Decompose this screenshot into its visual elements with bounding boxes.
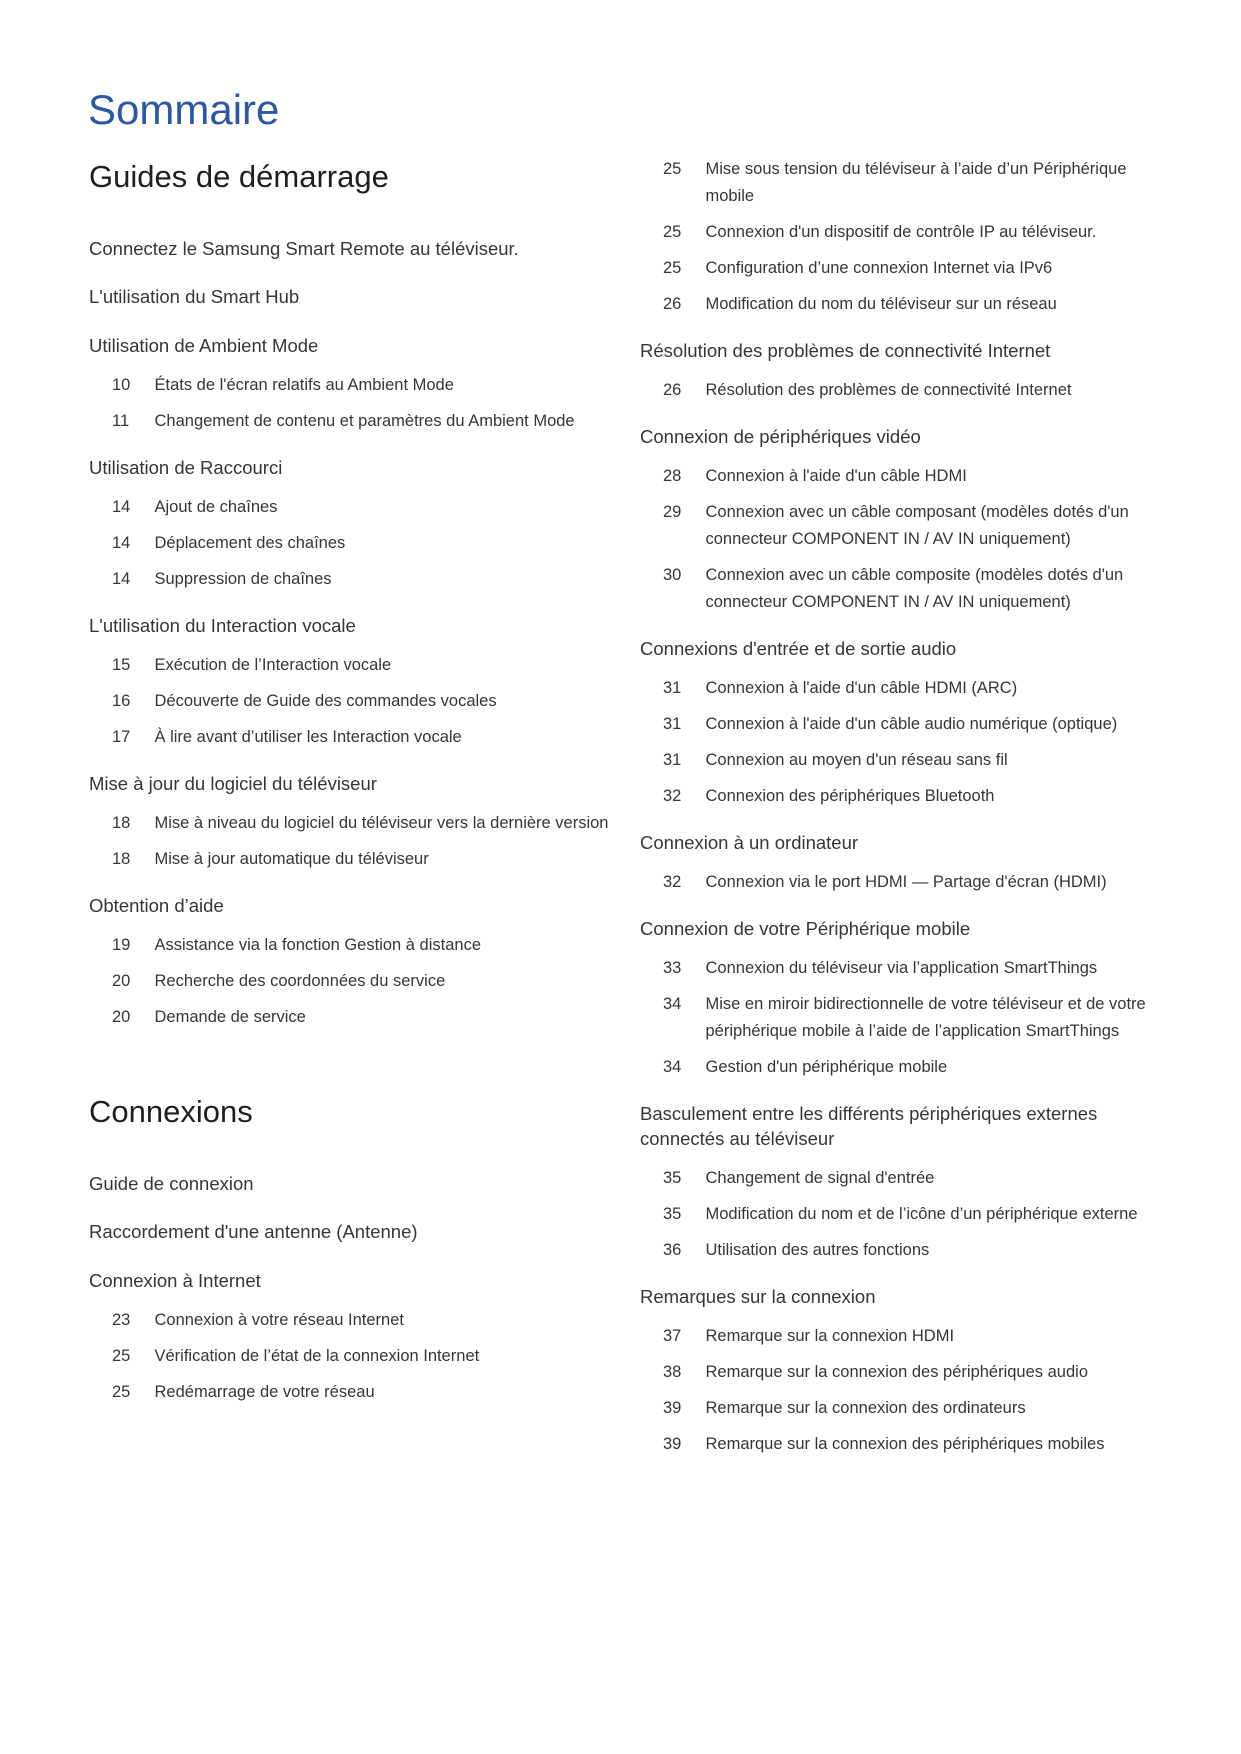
toc-entry-link[interactable] bbox=[89, 810, 629, 837]
page-number: 20 bbox=[112, 972, 131, 990]
toc-section bbox=[640, 1101, 1200, 1265]
toc-entry-link[interactable] bbox=[640, 156, 1200, 210]
page-number: 31 bbox=[663, 715, 682, 733]
section-heading-link[interactable]: Raccordement d'une antenne (Antenne) bbox=[89, 1221, 418, 1242]
page-number: 34 bbox=[663, 1058, 682, 1076]
page-number: 14 bbox=[112, 498, 131, 516]
section-heading-link[interactable]: Connexion de votre Périphérique mobile bbox=[640, 917, 971, 939]
toc-entry-link[interactable] bbox=[640, 291, 1200, 318]
page-number: 26 bbox=[663, 295, 682, 313]
entry-label: Connexion du téléviseur via l’application SmartThings bbox=[705, 959, 1098, 977]
toc-entry-link[interactable] bbox=[640, 1054, 1200, 1081]
toc-entry-link[interactable] bbox=[640, 747, 1200, 774]
toc-section bbox=[640, 424, 1200, 617]
toc-entry-link[interactable] bbox=[640, 783, 1200, 810]
toc-entry-link[interactable] bbox=[640, 711, 1200, 738]
entry-label: Remarque sur la connexion des périphériques audio bbox=[705, 1363, 1088, 1381]
entry-label: Connexion au moyen d'un réseau sans fil bbox=[705, 751, 1008, 769]
entry-label: Remarque sur la connexion HDMI bbox=[705, 1327, 955, 1345]
section-heading-link[interactable]: Connexion à un ordinateur bbox=[640, 831, 859, 853]
toc-entry-link[interactable] bbox=[89, 372, 629, 399]
toc-entry-link[interactable] bbox=[640, 1359, 1200, 1386]
page-number: 34 bbox=[663, 995, 682, 1013]
page-number: 14 bbox=[112, 570, 131, 588]
section-heading-link[interactable]: L'utilisation du Smart Hub bbox=[89, 286, 300, 307]
entry-label: Ajout de chaînes bbox=[154, 498, 278, 516]
entry-list bbox=[640, 955, 1200, 1081]
entry-label: Configuration d’une connexion Internet via IPv6 bbox=[705, 259, 1053, 277]
toc-entry-link[interactable] bbox=[89, 408, 629, 435]
toc-entry-link[interactable] bbox=[640, 1237, 1200, 1264]
section-heading-link[interactable]: Obtention d’aide bbox=[89, 894, 224, 916]
page-title: Sommaire bbox=[88, 86, 280, 133]
toc-entry-link[interactable] bbox=[89, 530, 629, 557]
toc-section bbox=[89, 455, 629, 594]
page-number: 18 bbox=[112, 850, 131, 868]
toc-section-continued bbox=[640, 156, 1200, 318]
entry-list bbox=[640, 1165, 1200, 1264]
entry-label: Demande de service bbox=[154, 1008, 306, 1026]
toc-section bbox=[89, 1268, 629, 1407]
page-number: 26 bbox=[663, 381, 682, 399]
entry-label: Mise en miroir bidirectionnelle de votre téléviseur et de votre périphérique mobile à l’aide de l’application SmartThings bbox=[705, 995, 1146, 1040]
entry-list bbox=[89, 372, 629, 435]
toc-entry-link[interactable] bbox=[89, 494, 629, 521]
entry-label: Vérification de l’état de la connexion Internet bbox=[154, 1347, 480, 1365]
section-heading-link[interactable]: L'utilisation du Interaction vocale bbox=[89, 614, 356, 636]
toc-section bbox=[640, 916, 1200, 1082]
toc-section bbox=[89, 333, 629, 436]
entry-label: Connexion d'un dispositif de contrôle IP au téléviseur. bbox=[705, 223, 1097, 241]
section-heading-link[interactable]: Connexion de périphériques vidéo bbox=[640, 425, 921, 447]
entry-label: Connexion via le port HDMI — Partage d'écran (HDMI) bbox=[705, 873, 1107, 891]
toc-entry-link[interactable] bbox=[640, 1201, 1200, 1228]
page-number: 25 bbox=[663, 259, 682, 277]
entry-label: Mise à niveau du logiciel du téléviseur vers la dernière version bbox=[154, 814, 609, 832]
toc-entry-link[interactable] bbox=[89, 1379, 629, 1406]
toc-entry-link[interactable] bbox=[640, 1395, 1200, 1422]
page-number: 25 bbox=[112, 1347, 131, 1365]
entry-list bbox=[640, 1323, 1200, 1458]
toc-entry-link[interactable] bbox=[89, 1343, 629, 1370]
toc-entry-link[interactable] bbox=[640, 255, 1200, 282]
page-number: 32 bbox=[663, 787, 682, 805]
toc-entry-link[interactable] bbox=[640, 991, 1200, 1045]
page-number: 25 bbox=[663, 160, 682, 178]
toc-entry-link[interactable] bbox=[89, 724, 629, 751]
entry-label: Connexion à l'aide d'un câble HDMI (ARC) bbox=[705, 679, 1018, 697]
section-heading-link[interactable]: Connexions d'entrée et de sortie audio bbox=[640, 637, 957, 659]
entry-label: Résolution des problèmes de connectivité Internet bbox=[705, 381, 1072, 399]
toc-section bbox=[89, 1219, 629, 1248]
toc-entry-link[interactable] bbox=[640, 1323, 1200, 1350]
entry-label: Exécution de l’Interaction vocale bbox=[154, 656, 392, 674]
toc-section bbox=[640, 830, 1200, 897]
entry-label: Connexion à l'aide d'un câble audio numérique (optique) bbox=[705, 715, 1118, 733]
toc-entry-link[interactable] bbox=[640, 869, 1200, 896]
entry-list bbox=[89, 1307, 629, 1406]
toc-entry-link[interactable] bbox=[640, 675, 1200, 702]
toc-section bbox=[640, 338, 1200, 405]
page-number: 31 bbox=[663, 679, 682, 697]
page-number: 23 bbox=[112, 1311, 131, 1329]
toc-entry-link[interactable] bbox=[640, 499, 1200, 553]
section-heading-link[interactable]: Remarques sur la connexion bbox=[640, 1285, 876, 1307]
toc-entry-link[interactable] bbox=[640, 463, 1200, 490]
entry-label: Déplacement des chaînes bbox=[154, 534, 346, 552]
entry-list bbox=[640, 377, 1200, 404]
entry-label: Changement de signal d'entrée bbox=[705, 1169, 935, 1187]
page-number: 14 bbox=[112, 534, 131, 552]
entry-label: Connexion à l'aide d'un câble HDMI bbox=[705, 467, 967, 485]
section-heading-link[interactable]: Utilisation de Ambient Mode bbox=[89, 334, 319, 356]
toc-entry-link[interactable] bbox=[640, 377, 1200, 404]
toc-entry-link[interactable] bbox=[89, 846, 629, 873]
entry-label: À lire avant d’utiliser les Interaction vocale bbox=[154, 728, 462, 746]
entry-list bbox=[640, 675, 1200, 810]
page-number: 35 bbox=[663, 1169, 682, 1187]
toc-entry-link[interactable] bbox=[89, 968, 629, 995]
page-number: 16 bbox=[112, 692, 131, 710]
toc-section bbox=[89, 771, 629, 874]
toc-entry-link[interactable] bbox=[640, 219, 1200, 246]
page-number: 31 bbox=[663, 751, 682, 769]
page-number: 19 bbox=[112, 936, 131, 954]
toc-section bbox=[89, 613, 629, 752]
page-number: 35 bbox=[663, 1205, 682, 1223]
entry-label: Connexion avec un câble composite (modèles dotés d'un connecteur COMPONENT IN / AV IN uniquement) bbox=[705, 566, 1124, 611]
entry-list bbox=[89, 494, 629, 593]
toc-section bbox=[89, 1171, 629, 1200]
toc-section bbox=[89, 893, 629, 1032]
page-number: 11 bbox=[112, 412, 130, 430]
toc-entry-link[interactable] bbox=[640, 562, 1200, 616]
entry-list bbox=[89, 810, 629, 873]
page-number: 20 bbox=[112, 1008, 131, 1026]
entry-label: Changement de contenu et paramètres du Ambient Mode bbox=[154, 412, 575, 430]
chapter-title: Connexions bbox=[89, 1094, 253, 1129]
toc-column-right bbox=[640, 156, 1200, 1458]
chapter-title: Guides de démarrage bbox=[89, 159, 389, 194]
entry-label: Modification du nom et de l’icône d’un périphérique externe bbox=[705, 1205, 1138, 1223]
section-heading-link[interactable]: Basculement entre les différents périphériques externes connectés au téléviseur bbox=[640, 1102, 1098, 1149]
toc-section bbox=[89, 236, 629, 265]
section-heading-link[interactable]: Connexion à Internet bbox=[89, 1269, 261, 1291]
entry-label: Gestion d'un périphérique mobile bbox=[705, 1058, 948, 1076]
toc-section bbox=[640, 636, 1200, 811]
entry-label: Utilisation des autres fonctions bbox=[705, 1241, 930, 1259]
entry-label: Mise sous tension du téléviseur à l’aide d’un Périphérique mobile bbox=[705, 160, 1127, 205]
page-number: 17 bbox=[112, 728, 131, 746]
section-heading-link[interactable]: Connectez le Samsung Smart Remote au téléviseur. bbox=[89, 237, 519, 259]
entry-label: Redémarrage de votre réseau bbox=[154, 1383, 375, 1401]
entry-list bbox=[89, 932, 629, 1031]
entry-label: Suppression de chaînes bbox=[154, 570, 332, 588]
toc-entry-link[interactable] bbox=[89, 932, 629, 959]
page-number: 30 bbox=[663, 566, 682, 584]
page-number: 33 bbox=[663, 959, 682, 977]
page-number: 28 bbox=[663, 467, 682, 485]
page-number: 18 bbox=[112, 814, 131, 832]
entry-label: Recherche des coordonnées du service bbox=[154, 972, 446, 990]
entry-label: Assistance via la fonction Gestion à distance bbox=[154, 936, 482, 954]
entry-label: Connexion à votre réseau Internet bbox=[154, 1311, 404, 1329]
toc-entry-link[interactable] bbox=[640, 955, 1200, 982]
page-number: 25 bbox=[112, 1383, 131, 1401]
toc-entry-link[interactable] bbox=[640, 1165, 1200, 1192]
entry-label: Mise à jour automatique du téléviseur bbox=[154, 850, 429, 868]
entry-list bbox=[640, 156, 1200, 318]
entry-label: Connexion des périphériques Bluetooth bbox=[705, 787, 995, 805]
page-number: 29 bbox=[663, 503, 682, 521]
page-number: 38 bbox=[663, 1363, 682, 1381]
toc-section bbox=[640, 1284, 1200, 1459]
entry-list bbox=[89, 652, 629, 751]
entry-label: Modification du nom du téléviseur sur un réseau bbox=[705, 295, 1057, 313]
entry-label: États de l'écran relatifs au Ambient Mode bbox=[154, 376, 454, 394]
entry-label: Découverte de Guide des commandes vocales bbox=[154, 692, 497, 710]
toc-entry-link[interactable] bbox=[89, 652, 629, 679]
toc-column-left bbox=[89, 158, 629, 1406]
section-heading-link[interactable]: Mise à jour du logiciel du téléviseur bbox=[89, 772, 377, 794]
entry-label: Connexion avec un câble composant (modèles dotés d'un connecteur COMPONENT IN / AV IN uniquement) bbox=[705, 503, 1129, 548]
page-number: 36 bbox=[663, 1241, 682, 1259]
entry-label: Remarque sur la connexion des périphériques mobiles bbox=[705, 1435, 1105, 1453]
toc-entry-link[interactable] bbox=[89, 1004, 629, 1031]
page-number: 37 bbox=[663, 1327, 682, 1345]
page-number: 10 bbox=[112, 376, 131, 394]
section-heading-link[interactable]: Utilisation de Raccourci bbox=[89, 456, 283, 478]
page-number: 39 bbox=[663, 1435, 682, 1453]
page-number: 15 bbox=[112, 656, 131, 674]
page-number: 39 bbox=[663, 1399, 682, 1417]
toc-entry-link[interactable] bbox=[640, 1431, 1200, 1458]
section-heading-link[interactable]: Résolution des problèmes de connectivité Internet bbox=[640, 339, 1051, 361]
page-number: 25 bbox=[663, 223, 682, 241]
entry-list bbox=[640, 869, 1200, 896]
toc-entry-link[interactable] bbox=[89, 566, 629, 593]
entry-label: Remarque sur la connexion des ordinateurs bbox=[705, 1399, 1026, 1417]
section-heading-link[interactable]: Guide de connexion bbox=[89, 1172, 254, 1194]
toc-entry-link[interactable] bbox=[89, 1307, 629, 1334]
toc-section bbox=[89, 284, 629, 313]
toc-entry-link[interactable] bbox=[89, 688, 629, 715]
entry-list bbox=[640, 463, 1200, 616]
page-number: 32 bbox=[663, 873, 682, 891]
